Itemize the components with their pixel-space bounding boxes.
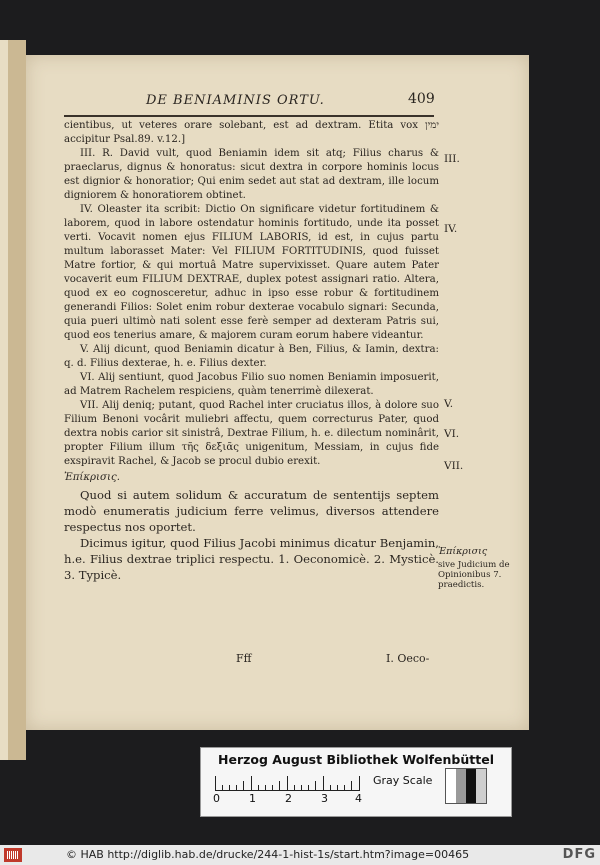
ruler-tick — [301, 785, 302, 790]
dfg-logo: DFG — [562, 847, 596, 862]
paragraph-continuation: cientibus, ut veteres orare solebant, est ad dextram. Etita vox ימין accipitur Psal.89. v.12.] — [64, 120, 439, 145]
gray-patch — [446, 769, 456, 803]
color-scale-card — [200, 747, 512, 817]
library-name: Herzog August Bibliothek Wolfenbüttel — [218, 752, 494, 767]
ruler-tick — [258, 785, 259, 790]
ruler-tick — [323, 776, 324, 790]
ruler-tick — [279, 781, 280, 790]
ruler-number: 2 — [285, 792, 292, 805]
ruler-tick — [243, 781, 244, 790]
header-rule — [64, 115, 434, 117]
license-icon[interactable] — [4, 848, 22, 862]
gray-patch — [456, 769, 466, 803]
margin-numeral-v: V. — [444, 398, 454, 410]
margin-numeral-vii: VII. — [444, 460, 464, 472]
ruler-tick — [265, 785, 266, 790]
gray-patch — [466, 769, 476, 803]
running-head: DE BENIAMINIS ORTU. — [146, 93, 325, 108]
margin-note-text: sive Judicium de Opinionibus 7. praedictis. — [438, 560, 510, 590]
signature-mark: Fff — [236, 652, 252, 665]
margin-numeral-iii: III. — [444, 153, 460, 165]
gray-patch — [476, 769, 486, 803]
page-body — [64, 119, 439, 583]
ruler-tick — [222, 785, 223, 790]
adjacent-page-edge — [0, 40, 8, 760]
ruler-number: 0 — [213, 792, 220, 805]
ruler-tick — [359, 776, 360, 790]
page-number: 409 — [408, 91, 435, 107]
ruler-number: 1 — [249, 792, 256, 805]
ruler-number: 3 — [321, 792, 328, 805]
paragraph-iv: IV. Oleaster ita scribit: Dictio On significare videtur fortitudinem & laborem, quod in labore ostendatur hominis fortitudo, unde ita posset verti. Vocavit nomen ejus FILIUM LABORIS, id est, in cujus partu multum laborasset Mater: Vel FILIUM FORTITUDINIS, quod fuisset Matre fortior, & qui mortuâ Matre supervixisset. Quare autem Pater vocaverit eum FILIUM DEXTRAE, duplex potest assignari ratio. Altera, quod ex eo cognosceretur, adhuc in ipso esse robur & fortitudinem generandi Filios: Solet enim robur dexterae vocabulo signari: Secunda, quia pueri ultimò nati solent esse ferè semper ad dexteram Patris sui, quod eos tenerius amare, & majorem curam eorum habere videantur. — [64, 204, 439, 341]
ruler-tick — [315, 781, 316, 790]
ruler-tick — [337, 785, 338, 790]
gray-scale-label: Gray Scale — [373, 774, 433, 787]
paragraph-vi: VI. Alij sentiunt, quod Jacobus Filio suo nomen Beniamin imposuerit, ad Matrem Rachelem respiciens, quàm tenerrimè dilexerat. — [64, 372, 439, 397]
source-url[interactable]: © HAB http://diglib.hab.de/drucke/244-1-hist-1s/start.htm?image=00465 — [66, 848, 470, 861]
gray-scale-swatch — [445, 768, 487, 804]
paragraph-vii: VII. Alij deniq; putant, quod Rachel inter cruciatus illos, à dolore suo Filium Benoni vocârit muliebri affectu, quem correcturus Pater, quod dextra nobis carior sit sinistrâ, Dextrae Filium, h. e. dilectum nominârit, propter Filium illum τῆς δεξιᾶς unigenitum, Messiam, in cujus fide exspiravit Rachel, & Jacob se procul dubio erexit. — [64, 400, 439, 467]
ruler-tick — [287, 776, 288, 790]
ruler-tick — [272, 785, 273, 790]
ruler-tick — [236, 785, 237, 790]
cm-ruler — [215, 776, 360, 791]
ruler-tick — [251, 776, 252, 790]
paragraph-iii: III. R. David vult, quod Beniamin idem sit atq; Filius charus & praeclarus, dignus & honoratus: sicut dextra in corpore hominis locus est dignior & honoratior; Qui enim sedet aut stat ad dextram, ille locum digniorem & honoratiorem obtinet. — [64, 148, 439, 201]
ruler-tick — [330, 785, 331, 790]
footer-bar — [0, 845, 600, 865]
margin-note-heading: Ἐπίκρισις — [438, 546, 488, 557]
epicrisis-heading: Ἐπίκρισις. — [64, 472, 120, 483]
ruler-number: 4 — [355, 792, 362, 805]
ruler-tick — [229, 785, 230, 790]
paragraph-v: V. Alij dicunt, quod Beniamin dicatur à Ben, Filius, & Iamin, dextra: q. d. Filius dexterae, h. e. Filius dexter. — [64, 344, 439, 369]
margin-numeral-iv: IV. — [444, 223, 458, 235]
catchword: I. Oeco- — [386, 652, 430, 665]
ruler-tick — [308, 785, 309, 790]
margin-numeral-vi: VI. — [444, 428, 460, 440]
ruler-tick — [294, 785, 295, 790]
ruler-tick — [344, 785, 345, 790]
conclusion-paragraph: Dicimus igitur, quod Filius Jacobi minimus dicatur Benjamin, h.e. Filius dextrae triplici respectu. 1. Oeconomicè. 2. Mysticè. 3. Typicè. — [64, 536, 439, 582]
book-page — [26, 55, 529, 730]
ruler-tick — [351, 781, 352, 790]
epicrisis-paragraph: Quod si autem solidum & accuratum de sententijs septem modò enumeratis judicium ferre velimus, diversos attendere respectus nos oportet. — [64, 488, 439, 534]
ruler-tick — [215, 776, 216, 790]
